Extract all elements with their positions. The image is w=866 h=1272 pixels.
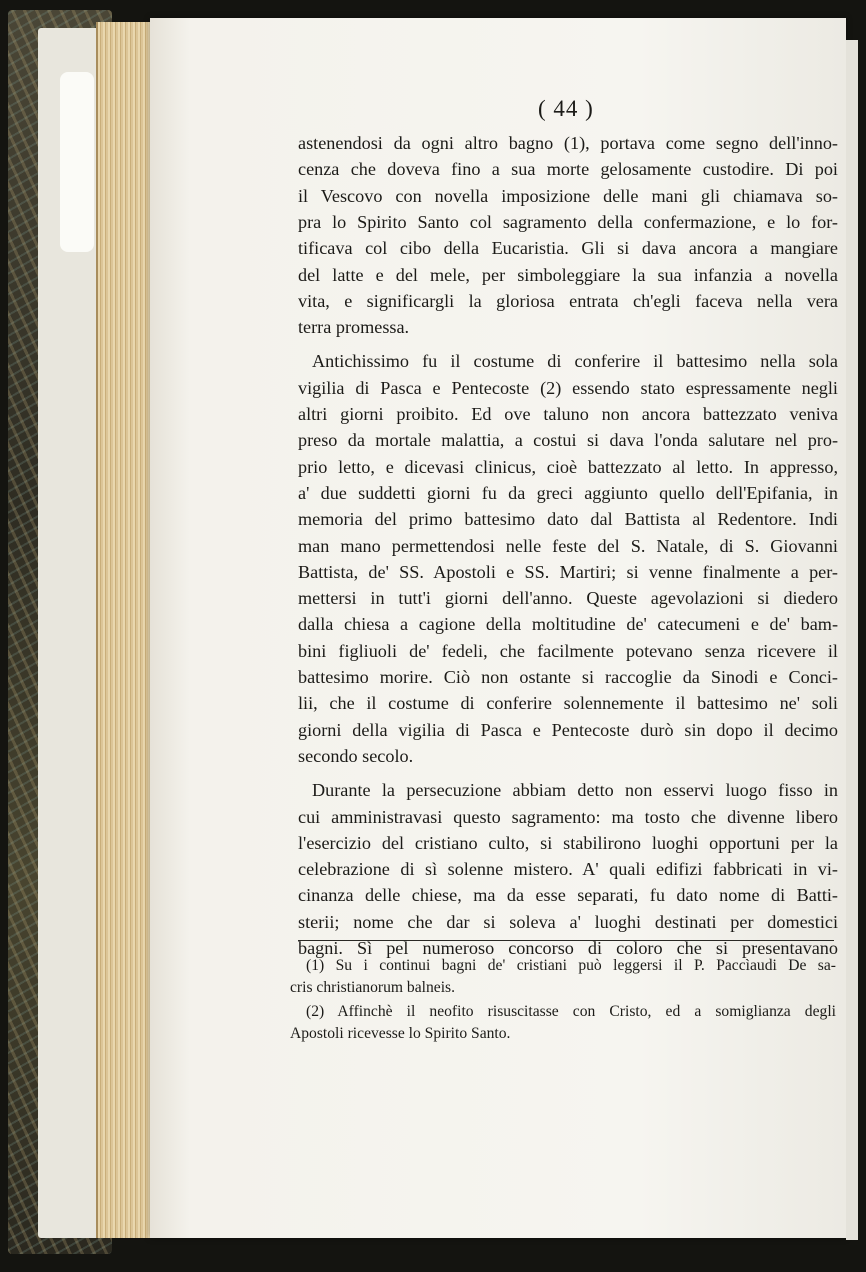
body-line: man mano permettendosi nelle feste del S. Natale, di S. Giovanni [298, 535, 838, 556]
body-line: cenza che doveva fino a sua morte gelosamente custodire. Di poi [298, 159, 838, 180]
body-line: memoria del primo battesimo dato dal Battista al Redentore. Indi [298, 509, 838, 530]
body-line: mettersi in tutt'i giorni dell'anno. Queste agevolazioni si diedero [298, 588, 838, 609]
body-line: terra promessa. [298, 317, 410, 338]
footnote-line: Apostoli ricevesse lo Spirito Santo. [290, 1025, 511, 1042]
footnote-line: (1) Su i continui bagni de' cristiani può leggersi il P. Paccìaudi De sa- [306, 957, 836, 974]
body-line: battesimo morire. Ciò non ostante si raccoglie da Sinodi e Conci- [298, 667, 838, 687]
body-line: sterii; nome che dar si soleva a' luoghi destinati per domestici [298, 911, 838, 932]
body-line: astenendosi da ogni altro bagno (1), portava come segno dell'inno- [298, 133, 838, 153]
body-line: secondo secolo. [298, 745, 414, 766]
body-line: altri giorni proibito. Ed ove taluno non ancora battezzato veniva [298, 404, 838, 424]
body-line: prio letto, e dicevasi clinicus, cioè battezzato al letto. In appresso, [298, 456, 838, 477]
footnote-line: (2) Affinchè il neofito risuscitasse con Cristo, ed a somiglianza degli [306, 1003, 836, 1020]
body-line: a' due suddetti giorni fu da greci aggiunto quello dell'Epifania, in [298, 482, 838, 503]
body-line: giorni della vigilia di Pasca e Pentecoste durò sin dopo il decimo [298, 719, 838, 740]
body-line: bini figliuoli de' fedeli, che facilmente potevano senza ricevere il [298, 640, 838, 661]
body-line: del latte e del mele, per simboleggiare la sua infanzia a novella [298, 264, 838, 285]
body-line: Durante la persecuzione abbiam detto non esservi luogo fisso in [312, 780, 838, 801]
body-line: vita, e significargli la gloriosa entrata ch'egli faceva nella vera [298, 290, 838, 311]
next-page-edge [846, 40, 858, 1240]
page-number: ( 44 ) [538, 96, 594, 121]
body-line: tificava col cibo della Eucaristia. Gli si dava ancora a mangiare [298, 238, 838, 259]
footnote-rule [298, 940, 834, 941]
body-line: Antichissimo fu il costume di conferire il battesimo nella sola [312, 351, 838, 372]
paper-tab [60, 72, 94, 252]
body-line: cinanza delle chiese, ma da esse separati, fu dato nome di Batti- [298, 885, 838, 906]
body-line: dalla chiesa a cagione della moltitudine de' catecumeni e de' bam- [298, 614, 838, 635]
body-line: vigilia di Pasca e Pentecoste (2) essendo stato espressamente negli [298, 377, 838, 398]
body-line: l'esercizio del cristiano culto, si stabilirono luoghi opportuni per la [298, 832, 838, 853]
body-line: bagni. Sì pel numeroso concorso di coloro che si presentavano [298, 938, 838, 958]
body-line: celebrazione di sì solenne mistero. A' quali edifizi fabbricati in vi- [298, 859, 838, 880]
body-line: preso da mortale malattia, a costui si dava l'onda salutare nel pro- [298, 430, 838, 451]
body-line: Battista, de' SS. Apostoli e SS. Martiri; si venne finalmente a per- [298, 561, 838, 582]
body-line: il Vescovo con novella imposizione delle mani gli chiamava so- [298, 185, 838, 206]
body-line: lii, che il costume di conferire solennemente il battesimo ne' soli [298, 693, 838, 714]
body-line: pra lo Spirito Santo col sagramento della confermazione, e lo for- [298, 211, 838, 232]
body-line: cui amministravasi questo sagramento: ma tosto che divenne libero [298, 806, 838, 827]
footnote-line: cris christianorum balneis. [290, 979, 455, 996]
